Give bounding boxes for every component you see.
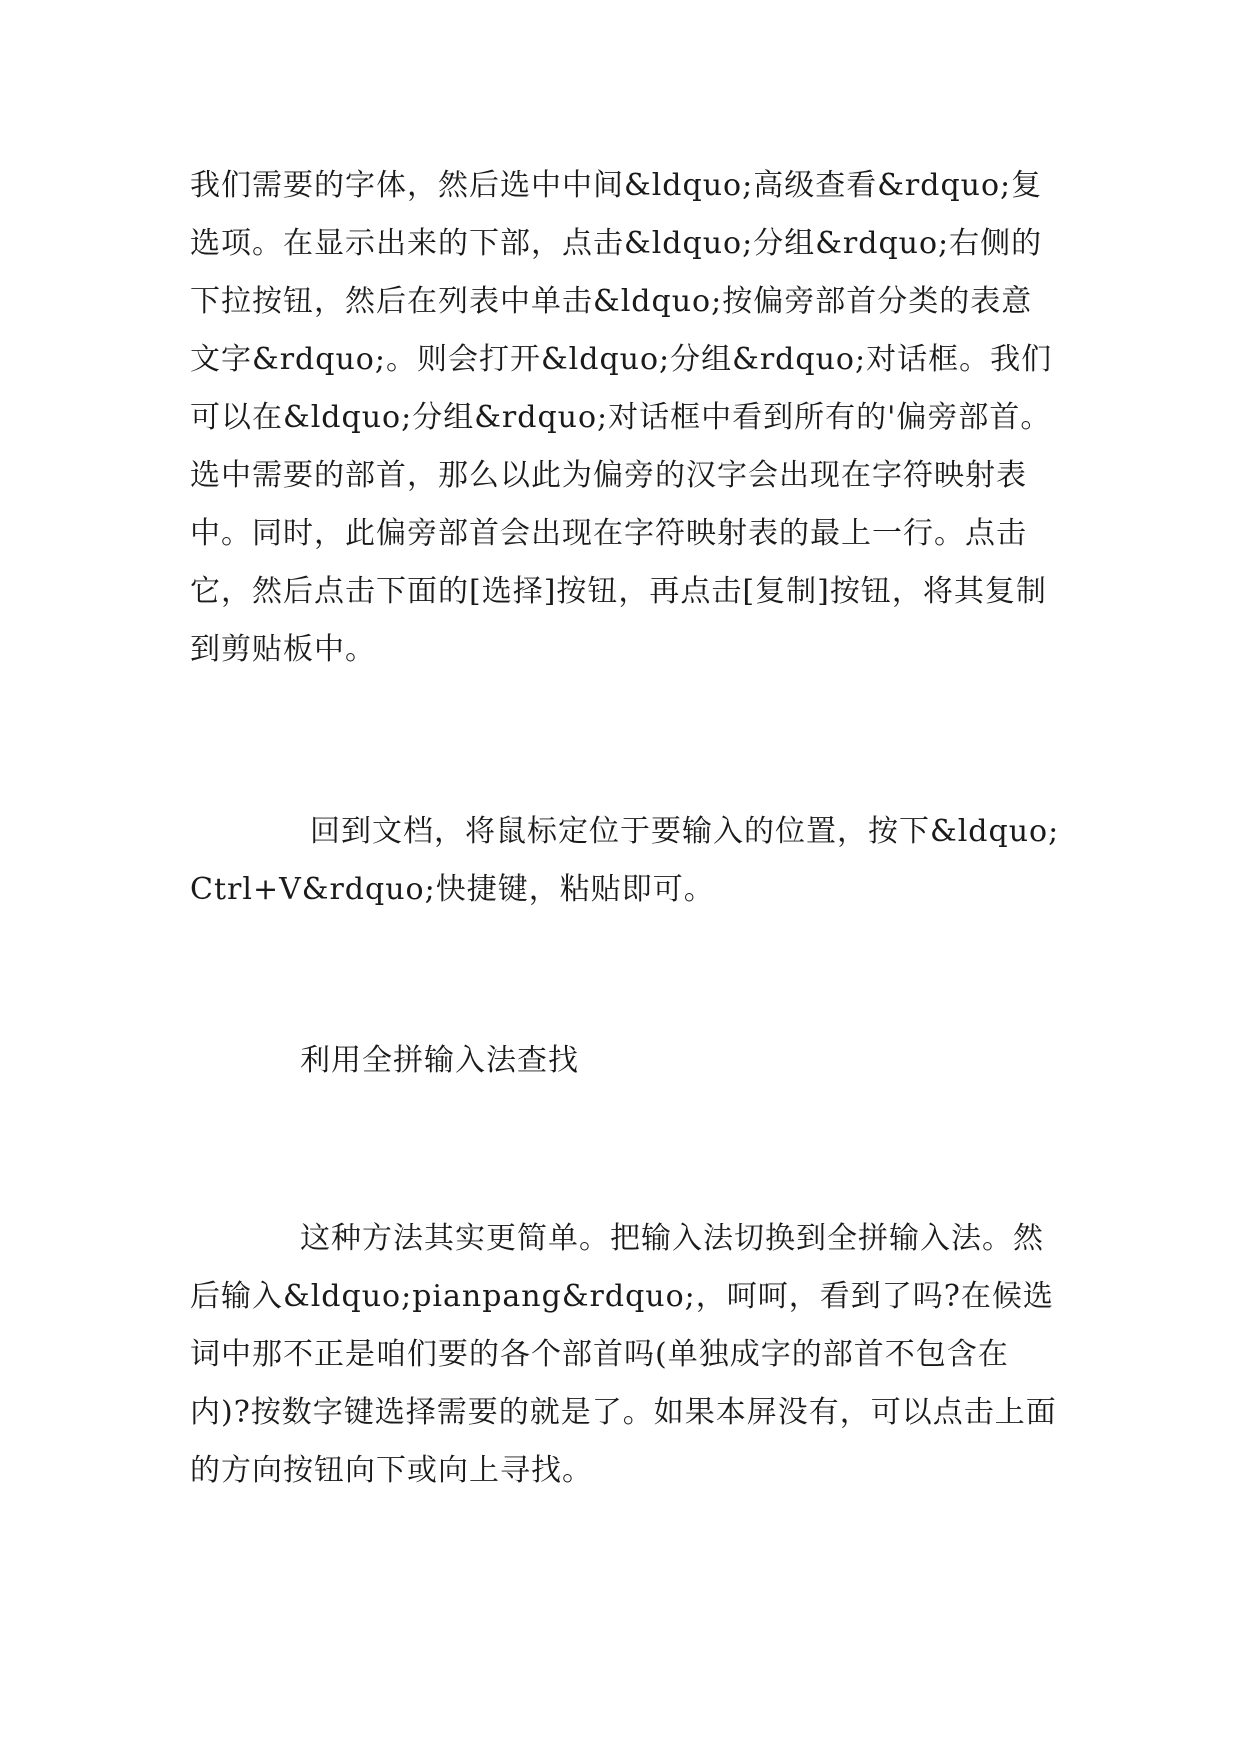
paragraph-character-map-steps: 我们需要的字体，然后选中中间&ldquo;高级查看&rdquo;复选项。在显示出来的下部，点击&ldquo;分组&rdquo;右侧的下拉按钮，然后在列表中单击&ldquo;按偏旁部首分类的表意文字&rdquo;。则会打开&ldquo;分组&rdquo;对话框。我们可以在&ldquo;分组&rdquo;对话框中看到所有的'偏旁部首。选中需要的部首，那么以此为偏旁的汉字会出现在字符映射表中。同时，此偏旁部首会出现在字符映射表的最上一行。点击它，然后点击下面的[选择]按钮，再点击[复制]按钮，将其复制到剪贴板中。 [190,168,1053,667]
paragraph-pinyin-method: 这种方法其实更简单。把输入法切换到全拼输入法。然后输入&ldquo;pianpang&rdquo;，呵呵，看到了吗?在候选词中那不正是咱们要的各个部首吗(单独成字的部首不包含在内)?按数字键选择需要的就是了。如果本屏没有，可以点击上面的方向按钮向下或向上寻找。 [190,1221,1057,1488]
section-heading: 利用全拼输入法查找 [300,1043,579,1078]
paragraph-paste: 回到文档，将鼠标定位于要输入的位置，按下&ldquo;Ctrl+V&rdquo;快捷键，粘贴即可。 [190,814,1060,907]
